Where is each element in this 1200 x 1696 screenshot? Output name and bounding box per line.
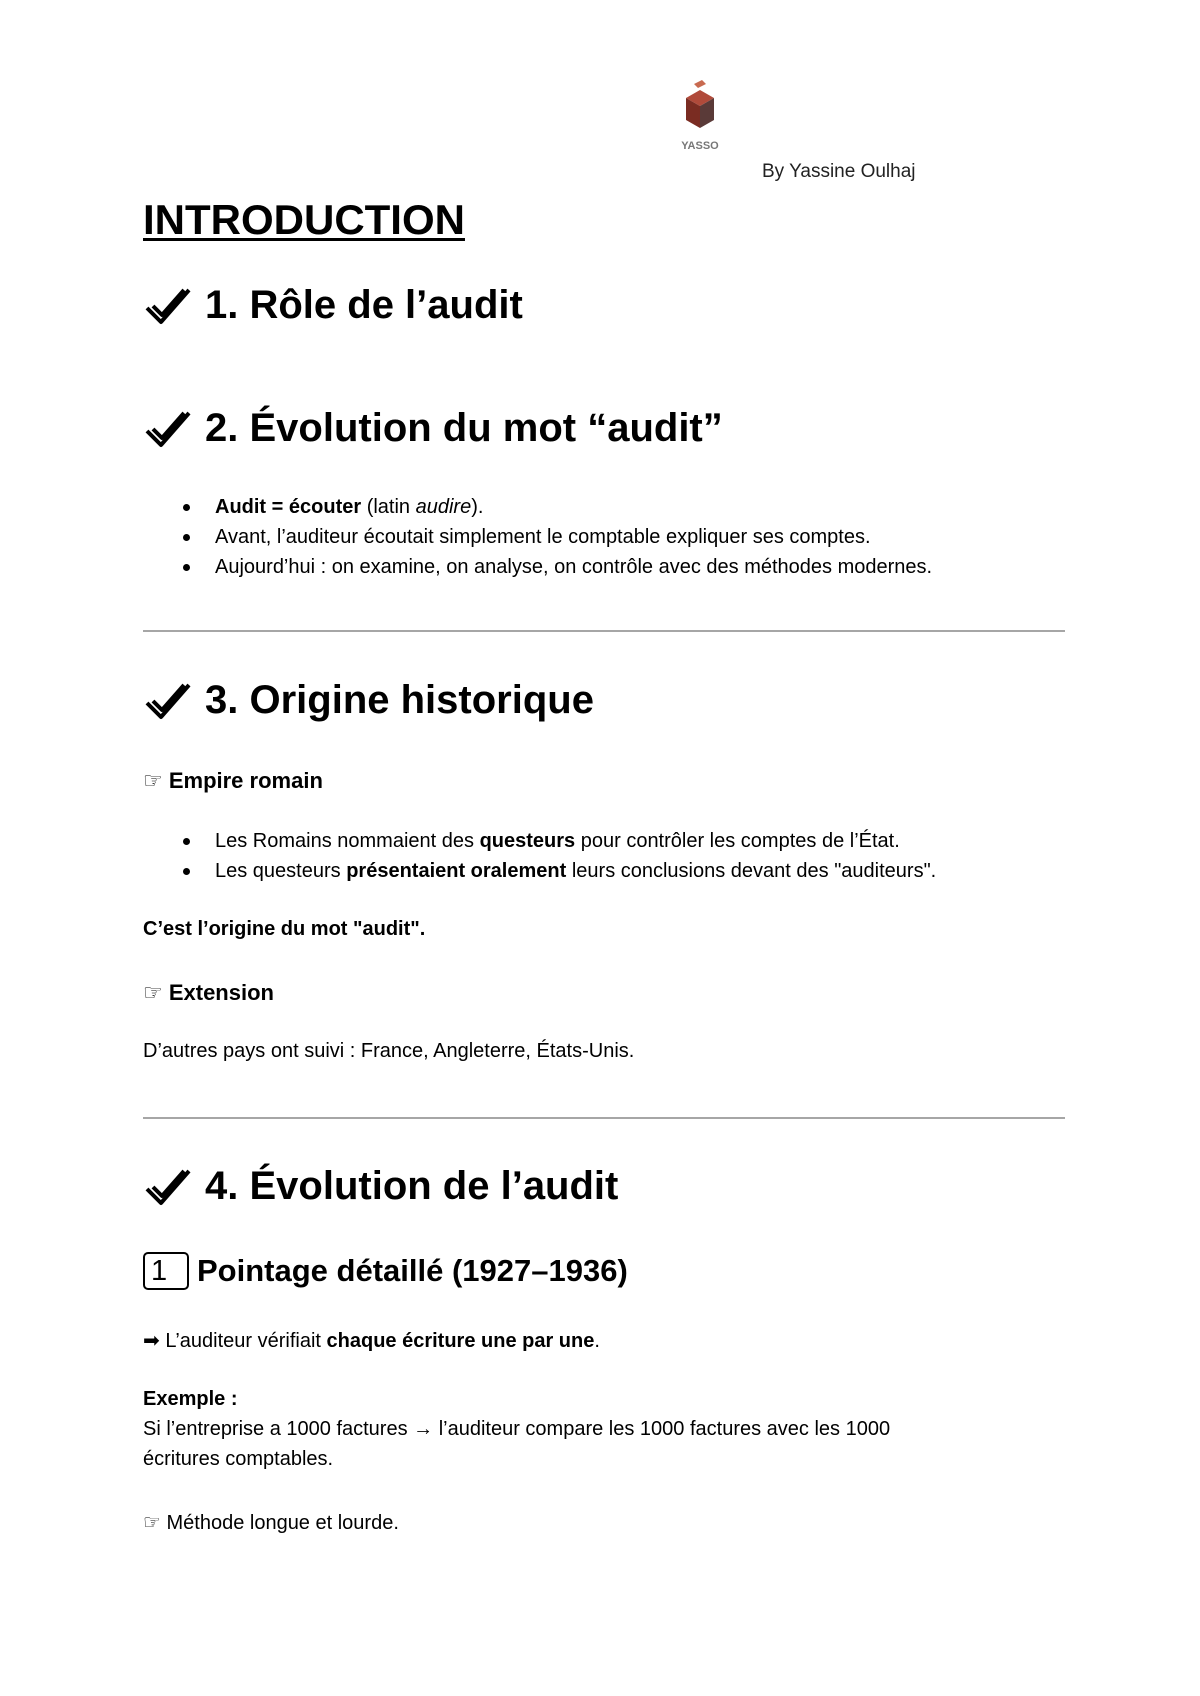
step-1-heading (143, 1252, 628, 1290)
italic-term: audire (415, 496, 472, 518)
check-mark-icon (143, 407, 193, 451)
bullet-icon (183, 838, 190, 845)
book-logo-icon (662, 76, 738, 140)
section-3-heading (143, 678, 594, 723)
list-item-text: Aujourd’hui : on examine, on analyse, on contrôle avec des méthodes modernes. (215, 556, 933, 578)
check-mark-icon (143, 1165, 193, 1209)
logo (662, 76, 738, 172)
bullet-icon (183, 504, 190, 511)
bold-term: chaque écriture une par une (326, 1330, 595, 1352)
method-note: ☞ Méthode longue et lourde. (143, 1512, 399, 1534)
bold-term: Audit = écouter (215, 496, 362, 518)
subheading-empire-romain: ☞ Empire romain (143, 768, 323, 793)
step-1-title: Pointage détaillé (1927–1936) (197, 1253, 628, 1288)
section-1-heading (143, 283, 523, 328)
arrow-statement (143, 1328, 600, 1353)
extension-text: D’autres pays ont suivi : France, Angleterre, États-Unis. (143, 1040, 635, 1062)
text-fragment: (latin (361, 496, 416, 518)
logo-text: YASSO (681, 140, 719, 152)
bullet-icon (183, 868, 190, 875)
step-number-badge: 1 (143, 1252, 189, 1290)
text-fragment: ➡ L’auditeur vérifiait (143, 1330, 327, 1352)
list-item-text: Avant, l’auditeur écoutait simplement le comptable expliquer ses comptes. (215, 526, 871, 548)
example-line-1: Si l’entreprise a 1000 factures → l’auditeur compare les 1000 factures avec les 1000 (143, 1418, 891, 1440)
example-label: Exemple : (143, 1388, 238, 1410)
text-fragment: ). (471, 496, 484, 518)
subheading-extension: ☞ Extension (143, 980, 274, 1005)
section-4-heading (143, 1164, 618, 1209)
bullet-icon (183, 534, 190, 541)
section-3-title: 3. Origine historique (205, 678, 594, 722)
text-fragment: leurs conclusions devant des "auditeurs". (566, 860, 937, 882)
document-title: INTRODUCTION (143, 196, 465, 243)
horizontal-divider (143, 1117, 1065, 1119)
author-name: By Yassine Oulhaj (762, 161, 916, 182)
bold-term: présentaient oralement (346, 860, 567, 882)
text-fragment: . (594, 1330, 600, 1352)
check-mark-icon (143, 679, 193, 723)
section-2-heading (143, 406, 723, 451)
example-line-2: écritures comptables. (143, 1448, 334, 1470)
bullet-icon (183, 564, 190, 571)
section-1-title: 1. Rôle de l’audit (205, 283, 523, 327)
check-mark-icon (143, 284, 193, 328)
bold-term: questeurs (479, 830, 576, 852)
horizontal-divider (143, 630, 1065, 632)
text-fragment: Les Romains nommaient des (215, 830, 480, 852)
text-fragment: Les questeurs (215, 860, 347, 882)
text-fragment: pour contrôler les comptes de l’État. (575, 830, 900, 852)
section-4-title: 4. Évolution de l’audit (205, 1164, 619, 1208)
section-2-title: 2. Évolution du mot “audit” (205, 406, 723, 450)
conclusion-text: C’est l’origine du mot "audit". (143, 918, 426, 940)
